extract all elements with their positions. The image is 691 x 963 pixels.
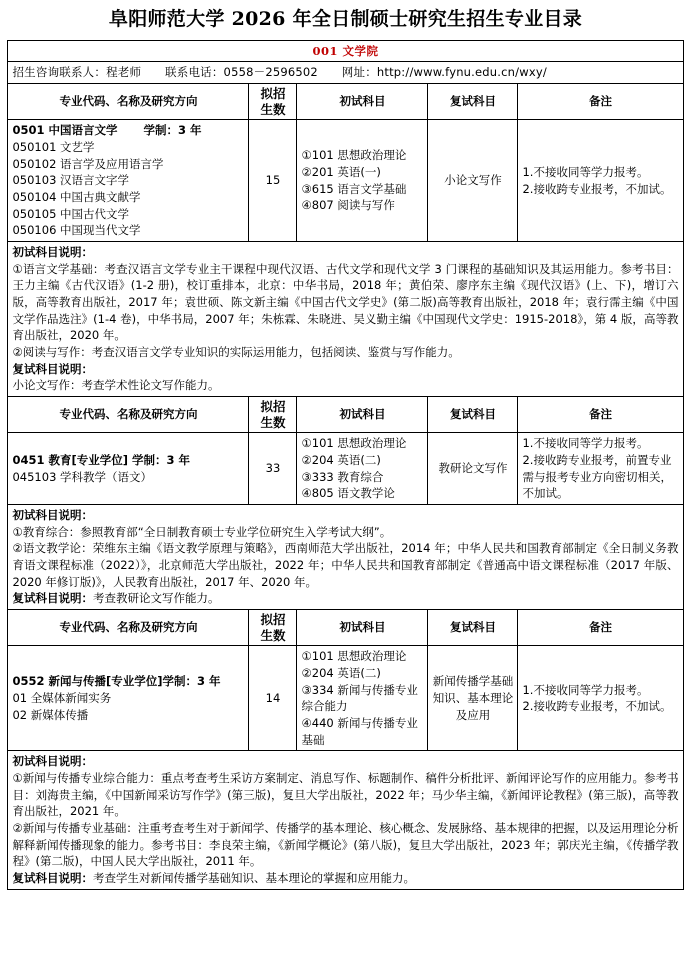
first-exam-subject-item: ③615 语言文学基础 [301, 181, 407, 196]
column-header-row [8, 397, 683, 433]
retest-notes-heading: 复试科目说明： [12, 871, 93, 886]
retest-note-item: 小论文写作：考查学术性论文写作能力。 [12, 378, 220, 393]
research-direction: 045103 学科教学（语文） [12, 469, 153, 484]
contact-phone: 联系电话：0558－2596502 [165, 65, 318, 80]
research-direction: 050105 中国古代文学 [12, 206, 130, 221]
program-quota: 14 [249, 646, 297, 751]
first-exam-note-item: ①新闻与传播专业综合能力：重点考查考生采访方案制定、消息写作、标题制作、稿件分析批评、新闻评论写作的应用能力。参考书目：刘海贵主编，《中国新闻采访写作学》(第三版)，复旦大学出版社，2022 年；马少华主编，《新闻评论教程》(第三版)，高等教育出版社，2021 年。 [12, 771, 679, 819]
first-exam-subjects [297, 433, 428, 505]
remark-item: 2.接收跨专业报考，不加试。 [522, 699, 672, 714]
retest-notes-line: 复试科目说明：考查学生对新闻传播学基础知识、基本理论的掌握和应用能力。 [12, 871, 415, 886]
header-first-exam: 初试科目 [297, 610, 428, 646]
retest-notes-heading: 复试科目说明： [12, 591, 93, 606]
program-remarks [518, 120, 683, 242]
program-row [8, 433, 683, 505]
first-exam-subject-item: ②204 英语(二) [301, 665, 381, 680]
research-direction: 050103 汉语言文字学 [12, 173, 130, 188]
retest-notes-heading: 复试科目说明： [12, 361, 93, 376]
first-exam-subject-item: ①101 思想政治理论 [301, 148, 407, 163]
header-major: 专业代码、名称及研究方向 [8, 610, 249, 646]
first-exam-subject-item: ④440 新闻与传播专业基础 [301, 716, 418, 747]
first-exam-subject-item: ③333 教育综合 [301, 469, 384, 484]
program-notes-row [8, 505, 683, 610]
research-direction: 01 全媒体新闻实务 [12, 690, 112, 705]
first-exam-subjects [297, 646, 428, 751]
first-exam-subject-item: ②201 英语(一) [301, 165, 381, 180]
first-exam-subject-item: ②204 英语(二) [301, 453, 381, 468]
program-quota: 15 [249, 120, 297, 242]
admissions-catalog-table [7, 40, 683, 890]
program-remarks [518, 433, 683, 505]
remark-item: 1.不接收同等学力报考。 [522, 165, 649, 180]
program-code-name: 0501 中国语言文学 学制：3 年 [12, 123, 202, 138]
retest-notes-line: 复试科目说明：考查教研论文写作能力。 [12, 591, 220, 606]
program-major-cell [8, 646, 249, 751]
research-direction: 050104 中国古典文献学 [12, 190, 141, 205]
program-notes-row [8, 751, 683, 889]
header-retest: 复试科目 [428, 610, 518, 646]
program-remarks [518, 646, 683, 751]
contact-row [8, 62, 683, 84]
retest-subject-item: 新闻传播学基础知识、基本理论及应用 [432, 674, 514, 722]
first-exam-subject-item: ④807 阅读与写作 [301, 198, 395, 213]
header-first-exam: 初试科目 [297, 84, 428, 120]
remark-item: 1.不接收同等学力报考。 [522, 436, 649, 451]
research-direction: 050106 中国现当代文学 [12, 223, 141, 238]
header-major: 专业代码、名称及研究方向 [8, 397, 249, 433]
program-major-cell [8, 433, 249, 505]
program-notes [8, 751, 683, 889]
program-duration: 学制：3 年 [143, 123, 202, 138]
header-remark: 备注 [518, 610, 683, 646]
program-code-name: 0552 新闻与传播[专业学位]学制：3 年 [12, 674, 221, 689]
remark-item: 2.接收跨专业报考，不加试。 [522, 181, 672, 196]
header-quota: 拟招 生数 [249, 84, 297, 120]
first-exam-subject-item: ①101 思想政治理论 [301, 649, 407, 664]
first-exam-notes-heading: 初试科目说明： [12, 245, 93, 260]
retest-subjects [428, 433, 518, 505]
first-exam-note-item: ②语文教学论：荣维东主编《语文教学原理与策略》，西南师范大学出版社，2014 年；中华人民共和国教育部制定《全日制义务教育语文课程标准（2022）》，北京师范大学出版社，2022 年；中华人民共和国教育部制定《普通高中语文课程标准（2017 年版、2020 年修订版)》，人民教育出版社，2017 年、2020 年。 [12, 541, 679, 589]
department-title-row [8, 40, 683, 62]
program-row [8, 646, 683, 751]
header-remark: 备注 [518, 397, 683, 433]
first-exam-notes-heading: 初试科目说明： [12, 754, 93, 769]
program-code-name: 0451 教育[专业学位] 学制：3 年 [12, 453, 191, 468]
retest-subject-item: 教研论文写作 [438, 461, 508, 476]
first-exam-notes-heading: 初试科目说明： [12, 508, 93, 523]
retest-subjects [428, 646, 518, 751]
header-retest: 复试科目 [428, 397, 518, 433]
first-exam-note-item: ②新闻与传播专业基础：注重考查考生对于新闻学、传播学的基本理论、核心概念、发展脉络、基本规律的把握，以及运用理论分析解释新闻传播现象的能力。参考书目：李良荣主编，《新闻学概论》(第八版)，复旦大学出版社，2023 年；郭庆光主编，《传播学教程》(第二版)，中国人民大学出版社，2011 年。 [12, 821, 679, 869]
program-quota: 33 [249, 433, 297, 505]
contact-website: 网址：http://www.fynu.edu.cn/wxy/ [341, 65, 547, 80]
header-quota: 拟招 生数 [249, 610, 297, 646]
research-direction: 02 新媒体传播 [12, 707, 89, 722]
remark-item: 2.接收跨专业报考，前置专业需与报考专业方向密切相关，不加试。 [522, 453, 672, 501]
program-major-cell [8, 120, 249, 242]
first-exam-subjects [297, 120, 428, 242]
header-remark: 备注 [518, 84, 683, 120]
column-header-row [8, 84, 683, 120]
retest-subject-item: 小论文写作 [444, 173, 502, 188]
catalog-body [8, 40, 683, 889]
first-exam-note-item: ①语言文学基础：考查汉语言文学专业主干课程中现代汉语、古代文学和现代文学 3 门课程的基础知识及其运用能力。参考书目：王力主编《古代汉语》(1-2 册)，校订重排本，北京：中华书局，2018 年；黄伯荣、廖序东主编《现代汉语》(上、下)，增订六版，高等教育出版社，2017 年；袁世硕、陈文新主编《中国古代文学史》(第二版)高等教育出版社，2018 年；袁行霈主编《中国文学作品选注》(1-4 卷)，中华书局，2007 年；朱栋霖、朱晓进、吴义勤主编《中国现代文学史：1915-2018》，第 4 版，高等教育出版社，2020 年。 [12, 261, 679, 343]
first-exam-note-item: ②阅读与写作：考查汉语言文学专业知识的实际运用能力，包括阅读、鉴赏与写作能力。 [12, 345, 460, 360]
header-retest: 复试科目 [428, 84, 518, 120]
header-first-exam: 初试科目 [297, 397, 428, 433]
contact-person: 招生咨询联系人：程老师 [12, 65, 142, 80]
program-notes [8, 505, 683, 610]
page-title: 阜阳师范大学 2026 年全日制硕士研究生招生专业目录 [108, 8, 583, 30]
remark-item: 1.不接收同等学力报考。 [522, 682, 649, 697]
retest-subjects [428, 120, 518, 242]
first-exam-subject-item: ③334 新闻与传播专业综合能力 [301, 682, 418, 714]
first-exam-subject-item: ④805 语文教学论 [301, 486, 395, 501]
column-header-row [8, 610, 683, 646]
research-direction: 050101 文艺学 [12, 140, 95, 155]
contact-info [8, 62, 683, 84]
program-row [8, 120, 683, 242]
program-notes [8, 242, 683, 397]
research-direction: 050102 语言学及应用语言学 [12, 156, 164, 171]
first-exam-note-item: ①教育综合：参照教育部“全日制教育硕士专业学位研究生入学考试大纲”。 [12, 524, 392, 539]
header-quota: 拟招 生数 [249, 397, 297, 433]
header-major: 专业代码、名称及研究方向 [8, 84, 249, 120]
department-title: 001 文学院 [8, 40, 683, 62]
program-notes-row [8, 242, 683, 397]
first-exam-subject-item: ①101 思想政治理论 [301, 436, 407, 451]
